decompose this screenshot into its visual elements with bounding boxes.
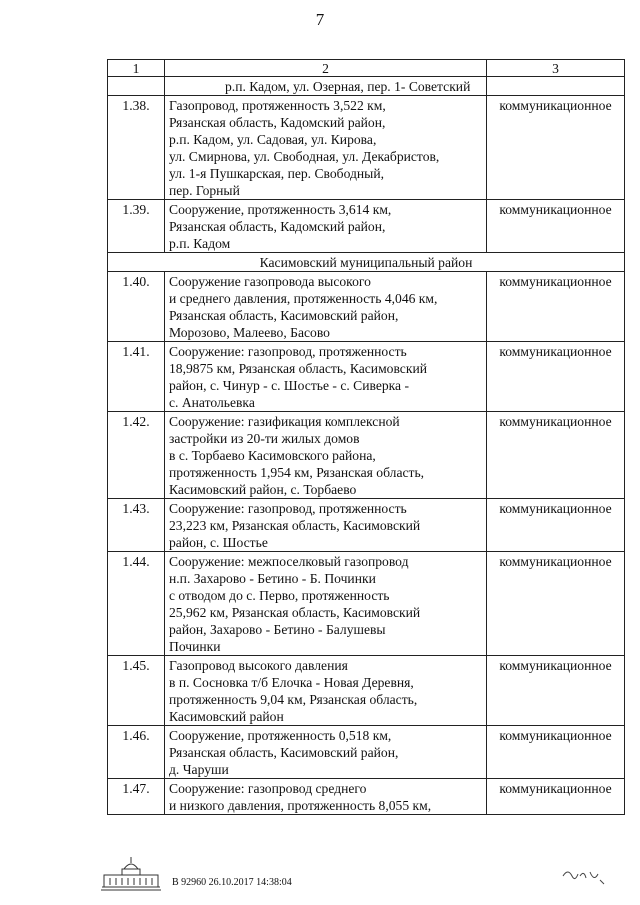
description-line: и среднего давления, протяженность 4,046 км, — [169, 291, 438, 306]
row-description — [165, 342, 487, 412]
header-cell-1: 1 — [108, 60, 165, 77]
table-row — [108, 552, 625, 656]
row-number: 1.46. — [108, 726, 165, 779]
description-line: р.п. Кадом, ул. Садовая, ул. Кирова, — [169, 132, 377, 147]
description-line: Рязанская область, Касимовский район, — [169, 745, 399, 760]
handwritten-signature-icon — [560, 862, 610, 888]
table-row — [108, 726, 625, 779]
description-line: пер. Горный — [169, 183, 240, 198]
description-line: ул. Смирнова, ул. Свободная, ул. Декабристов, — [169, 149, 440, 164]
document-table — [107, 59, 625, 815]
description-line: 18,9875 км, Рязанская область, Касимовский — [169, 361, 427, 376]
table-row — [108, 342, 625, 412]
row-type: коммуникационное — [487, 96, 625, 200]
row-number — [108, 77, 165, 96]
description-line: Сооружение газопровода высокого — [169, 274, 371, 289]
page-number: 7 — [315, 10, 325, 29]
footer — [100, 855, 360, 895]
table-row — [108, 272, 625, 342]
row-type: коммуникационное — [487, 412, 625, 499]
header-cell-2: 2 — [165, 60, 487, 77]
table-row — [108, 412, 625, 499]
description-line: Газопровод высокого давления — [169, 658, 348, 673]
continuation-row — [108, 77, 625, 96]
description-line: Сооружение: межпоселковый газопровод — [169, 554, 409, 569]
description-line: Починки — [169, 639, 221, 654]
table-row — [108, 96, 625, 200]
row-description: р.п. Кадом, ул. Озерная, пер. 1- Советский — [165, 77, 487, 96]
description-line: в п. Сосновка т/б Елочка - Новая Деревня, — [169, 675, 414, 690]
table-row — [108, 200, 625, 253]
row-description — [165, 779, 487, 815]
row-description — [165, 272, 487, 342]
description-line: Сооружение: газификация комплексной — [169, 414, 400, 429]
table-row — [108, 656, 625, 726]
description-line: район, Захарово - Бетино - Балушевы — [169, 622, 386, 637]
row-description — [165, 499, 487, 552]
description-line: 23,223 км, Рязанская область, Касимовский — [169, 518, 421, 533]
row-number: 1.39. — [108, 200, 165, 253]
description-line: д. Чаруши — [169, 762, 229, 777]
row-type: коммуникационное — [487, 726, 625, 779]
row-number: 1.38. — [108, 96, 165, 200]
row-number: 1.44. — [108, 552, 165, 656]
description-line: район, с. Чинур - с. Шостье - с. Сиверка - — [169, 378, 410, 393]
description-line: р.п. Кадом — [169, 236, 231, 251]
description-line: с отводом до с. Перво, протяженность — [169, 588, 390, 603]
row-number: 1.40. — [108, 272, 165, 342]
description-line: Рязанская область, Кадомский район, — [169, 115, 386, 130]
description-line: протяженность 9,04 км, Рязанская область, — [169, 692, 418, 707]
description-line: и низкого давления, протяженность 8,055 км, — [169, 798, 432, 813]
row-description — [165, 412, 487, 499]
building-logo-icon — [100, 855, 162, 893]
row-number: 1.43. — [108, 499, 165, 552]
description-line: Сооружение: газопровод среднего — [169, 781, 367, 796]
row-type: коммуникационное — [487, 272, 625, 342]
row-type: коммуникационное — [487, 656, 625, 726]
row-type: коммуникационное — [487, 200, 625, 253]
table-header-row — [108, 60, 625, 77]
description-line: Сооружение, протяженность 0,518 км, — [169, 728, 392, 743]
row-number: 1.45. — [108, 656, 165, 726]
row-number: 1.41. — [108, 342, 165, 412]
section-title: Касимовский муниципальный район — [108, 253, 625, 272]
description-line: Сооружение: газопровод, протяженность — [169, 501, 407, 516]
description-line: Сооружение, протяженность 3,614 км, — [169, 202, 392, 217]
row-number: 1.47. — [108, 779, 165, 815]
description-line: протяженность 1,954 км, Рязанская область, — [169, 465, 425, 480]
row-type — [487, 77, 625, 96]
row-type: коммуникационное — [487, 342, 625, 412]
row-type: коммуникационное — [487, 779, 625, 815]
row-description — [165, 726, 487, 779]
description-line: с. Анатольевка — [169, 395, 255, 410]
table-row — [108, 779, 625, 815]
row-number: 1.42. — [108, 412, 165, 499]
row-type: коммуникационное — [487, 552, 625, 656]
description-line: Морозово, Малеево, Басово — [169, 325, 330, 340]
description-line: Касимовский район, с. Торбаево — [169, 482, 357, 497]
description-line: 25,962 км, Рязанская область, Касимовский — [169, 605, 421, 620]
row-description — [165, 552, 487, 656]
row-type: коммуникационное — [487, 499, 625, 552]
row-description — [165, 96, 487, 200]
description-line: Сооружение: газопровод, протяженность — [169, 344, 407, 359]
row-description — [165, 200, 487, 253]
row-description — [165, 656, 487, 726]
description-line: Рязанская область, Касимовский район, — [169, 308, 399, 323]
stamp-text: В 92960 26.10.2017 14:38:04 — [172, 877, 292, 888]
header-cell-3: 3 — [487, 60, 625, 77]
description-line: Газопровод, протяженность 3,522 км, — [169, 98, 386, 113]
table-row — [108, 499, 625, 552]
section-row — [108, 253, 625, 272]
description-line: Рязанская область, Кадомский район, — [169, 219, 386, 234]
description-line: район, с. Шостье — [169, 535, 268, 550]
description-line: ул. 1-я Пушкарская, пер. Свободный, — [169, 166, 384, 181]
description-line: в с. Торбаево Касимовского района, — [169, 448, 376, 463]
description-line: Касимовский район — [169, 709, 284, 724]
description-line: застройки из 20-ти жилых домов — [169, 431, 360, 446]
description-line: н.п. Захарово - Бетино - Б. Починки — [169, 571, 376, 586]
